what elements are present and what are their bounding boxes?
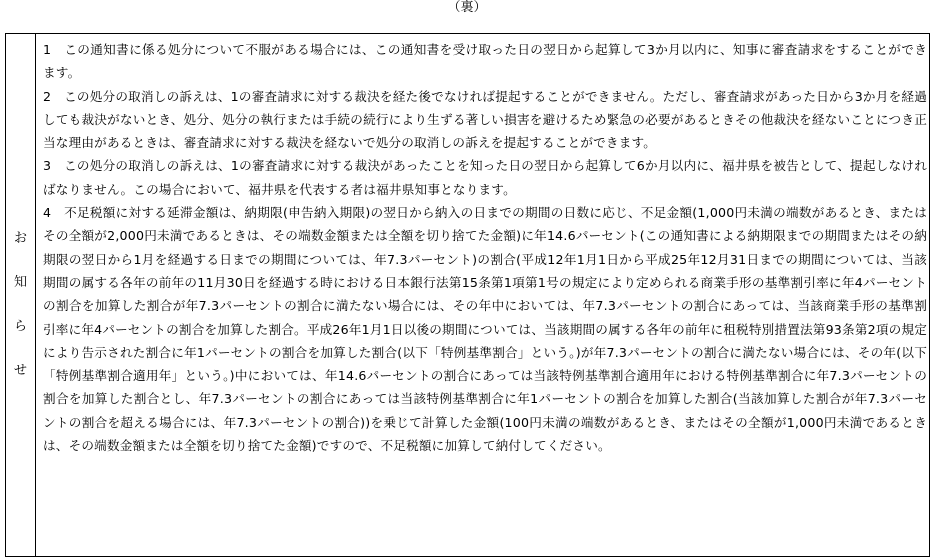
- notice-title-char: お: [13, 231, 27, 246]
- notice-item-number: 2: [43, 88, 52, 104]
- notice-item-text: この処分の取消しの訴えは、1の審査請求に対する裁決があったことを知った日の翌日から起算して6か月以内に、福井県を被告として、提起しなければなりません。この場合において、福井県を代表する者は福井県知事となります。: [43, 158, 928, 197]
- page-side-label: （裏）: [447, 0, 487, 15]
- notice-item-text: この処分の取消しの訴えは、1の審査請求に対する裁決を経た後でなければ提起することができません。ただし、審査請求があった日から3か月を経過しても裁決がないとき、処分、処分の執行または手続の続行により生ずる著しい損害を避けるため緊急の必要があるときその他裁決を経ないことにつき正当な理由があるときは、審査請求に対する裁決を経ないで処分の取消しの訴えを提起することができます。: [43, 88, 927, 151]
- notice-box: [5, 33, 930, 557]
- notice-title-char: ら: [13, 319, 27, 334]
- notice-item-text: 不足税額に対する延滞金額は、納期限(申告納入期限)の翌日から納入の日までの期間の日数に応じ、不足金額(1,000円未満の端数があるとき、またはその全額が2,000円未満であるときは、その端数金額または全額を切り捨てた金額)に年14.6パーセント(この通知書による納期限までの期間またはその納期限の翌日から1月を経過する日までの期間については、年7.3パーセント)の割合(平成12年1月1日から平成25年12月31日までの期間については、当該期間の属する各年の前年の11月30日を経過する時における日本銀行法第15条第1項第1号の規定により定められる商業手形の基準割引率に年4パーセントの割合を加算した割合が年7.3パーセントの割合に満たない場合には、その年中においては、年7.3パーセントの割合にあっては、当該商業手形の基準割引率に年4パーセントの割合を加算した割合。平成26年1月1日以後の期間については、当該期間の属する各年の前年に租税特別措置法第93条第2項の規定により告示された割合に年1パーセントの割合を加算した割合(以下「特例基準割合」という。)が年7.3パーセントの割合に満たない場合には、その年(以下「特例基準割合適用年」という。)中においては、年14.6パーセントの割合にあっては当該特例基準割合適用年における特例基準割合に年7.3パーセントの割合を加算した割合とし、年7.3パーセントの割合にあっては当該特例基準割合に年1パーセントの割合を加算した割合(当該加算した割合が年7.3パーセントの割合を超える場合には、年7.3パーセントの割合))を乗じて計算した金額(100円未満の端数があるとき、またはその全額が1,000円未満であるときは、その端数金額または全額を切り捨てた金額)ですので、不足税額に加算して納付してください。: [43, 205, 927, 454]
- notice-item: [43, 154, 927, 201]
- notice-item-number: 1: [43, 42, 52, 57]
- notice-item: [43, 85, 927, 155]
- notice-title-column: [6, 34, 36, 556]
- notice-title-char: せ: [13, 363, 27, 378]
- notice-item-text: この通知書に係る処分について不服がある場合には、この通知書を受け取った日の翌日から起算して3か月以内に、知事に審査請求をすることができます。: [43, 42, 927, 81]
- notice-item-number: 4: [43, 205, 52, 221]
- notice-body: [36, 34, 929, 556]
- notice-title-char: 知: [13, 275, 27, 290]
- notice-item-number: 3: [43, 158, 52, 174]
- notice-item: [43, 201, 927, 457]
- notice-item: [43, 38, 927, 85]
